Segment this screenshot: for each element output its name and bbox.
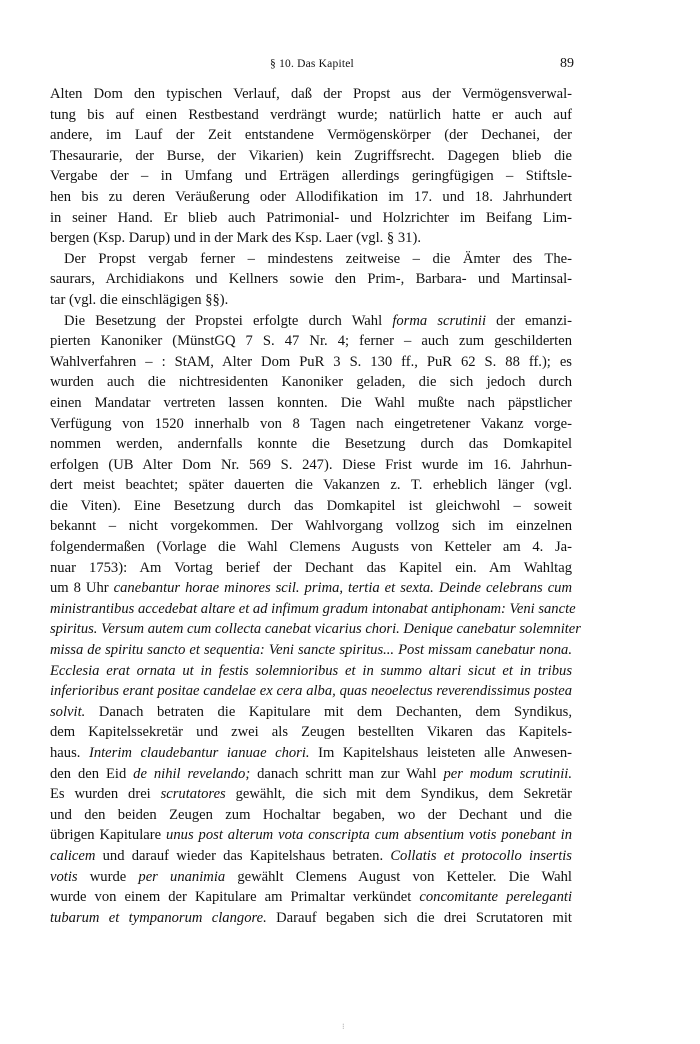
text-segment: Verfügung von 1520 innerhalb von 8 Tagen nach eingetretener Vakanz vorge- [50, 415, 572, 432]
text-line [50, 146, 572, 167]
text-segment: bekannt – nicht vorgekommen. Der Wahlvorgang vollzog sich im einzelnen [50, 518, 572, 535]
text-line [50, 578, 572, 599]
text-segment: in seiner Hand. Er blieb auch Patrimonial- und Holzrichter im Beifang Lim- [50, 209, 572, 226]
text-line [50, 393, 572, 414]
text-segment: dem Kapitelssekretär und zwei als Zeugen bestellten Vikaren das Kapitels- [50, 724, 572, 741]
text-segment: den den Eid [50, 765, 134, 782]
text-segment: Alten Dom den typischen Verlauf, daß der Propst aus der Vermögensverwal- [50, 86, 572, 102]
text-line [50, 599, 576, 620]
text-line [50, 372, 572, 393]
text-segment: die Viten). Eine Besetzung durch das Domkapitel ist gleichwohl – soweit [50, 497, 572, 514]
latin-quote-segment: Ecclesia erat ornata ut in festis solemnioribus et in summo altari sicut et in tribus [50, 662, 572, 679]
text-segment: tung bis auf einen Restbestand verdrängt wurde; natürlich hatte er auch auf [50, 106, 572, 123]
text-segment: erfolgen (UB Alter Dom Nr. 569 S. 247). Diese Frist wurde im 16. Jahrhun- [50, 456, 572, 473]
latin-quote-segment: Collatis et protocollo insertis [390, 847, 572, 864]
text-line [50, 743, 572, 764]
running-head [50, 56, 574, 78]
page-number: 89 [560, 56, 574, 71]
text-line [50, 805, 572, 826]
text-line [50, 166, 572, 187]
latin-quote-segment: per unanimia [138, 868, 226, 885]
latin-quote-segment: tubarum et tympanorum clangore. [50, 909, 267, 926]
latin-quote-segment: forma scrutinii [392, 312, 486, 329]
text-segment: Es wurden drei [50, 786, 161, 803]
text-line [50, 908, 572, 929]
text-segment: Thesaurarie, der Burse, der Vikarien) kein Zugriffsrecht. Dagegen blieb die [50, 147, 572, 164]
text-segment: Vergabe der – in Umfang und Erträgen allerdings geringfügigen – Stiftsle- [50, 168, 572, 185]
text-line [50, 208, 572, 229]
text-line [50, 537, 572, 558]
latin-quote-segment: de nihil revelando; [133, 765, 251, 782]
text-segment: danach schritt man zur Wahl [250, 765, 444, 782]
text-line [50, 105, 572, 126]
text-line [50, 681, 572, 702]
latin-quote-segment: scrutatores [160, 786, 226, 803]
text-segment: wurde [77, 868, 139, 885]
text-segment: der emanzi- [486, 312, 572, 329]
latin-quote-segment: canebantur horae minores scil. prima, tertia et sexta. Deinde celebrans cum [113, 580, 573, 597]
text-line [50, 516, 572, 537]
text-line [50, 414, 572, 435]
text-line [50, 331, 572, 352]
text-line [50, 867, 572, 888]
text-line [50, 352, 572, 373]
text-line [50, 496, 572, 517]
text-line [50, 125, 572, 146]
text-segment: einen Mandatar vertreten lassen konnten. Die Wahl mußte nach päpstlicher [50, 394, 572, 411]
text-segment: wurden auch die nichtresidenten Kanoniker geladen, die sich jedoch durch [50, 374, 572, 391]
text-line [50, 640, 572, 661]
text-segment: dert meist beachtet; später dauerten die Vakanzen z. T. erheblich länger (vgl. [50, 477, 572, 494]
text-segment: andere, im Lauf der Zeit entstandene Vermögenskörper (der Dechanei, der [50, 127, 572, 144]
text-segment: gewählt Clemens August von Ketteler. Die Wahl [225, 868, 572, 885]
text-line [50, 84, 572, 105]
text-segment: bergen (Ksp. Darup) und in der Mark des Ksp. Laer (vgl. § 31). [50, 230, 421, 247]
latin-quote-segment: votis [50, 868, 78, 885]
latin-quote-segment: unus post alterum vota conscripta cum absentium votis ponebant in [166, 827, 573, 844]
text-segment: gewählt, die sich mit dem Syndikus, dem Sekretär [225, 786, 572, 803]
latin-quote-segment: ministrantibus accedebat altare et ad infimum gradum intonabat antiphonam: Veni sancte [50, 600, 576, 617]
text-line [50, 269, 572, 290]
text-segment: um 8 Uhr [50, 580, 114, 597]
latin-quote-segment: inferioribus erant positae candelae ex cera alba, quas neoelectus reverendissimus postea [50, 683, 572, 700]
text-segment: haus. [50, 745, 89, 761]
latin-quote-segment: calicem [50, 847, 96, 864]
text-line [50, 311, 572, 332]
text-segment: Der Propst vergab ferner – mindestens zeitweise – die Ämter des The- [64, 250, 572, 267]
text-segment: Im Kapitelshaus leisteten alle Anwesen- [309, 745, 572, 761]
running-title: § 10. Das Kapitel [270, 58, 354, 70]
text-line [50, 661, 572, 682]
text-segment: hen bis zu deren Veräußerung oder Allodifikation im 17. und 18. Jahrhundert [50, 188, 572, 205]
text-segment: pierten Kanoniker (MünstGQ 7 S. 47 Nr. 4; ferner – auch zum geschilderten [50, 333, 572, 350]
text-line [50, 290, 572, 311]
latin-quote-segment: per modum scrutinii. [443, 765, 572, 782]
text-line [50, 784, 572, 805]
body-text [50, 84, 581, 928]
text-segment: wurde von einem der Kapitulare am Primaltar verkündet [50, 889, 420, 906]
latin-quote-segment: concomitante pereleganti [419, 889, 572, 906]
text-segment: nommen werden, andernfalls konnte die Besetzung durch das Domkapitel [50, 436, 572, 453]
text-line [50, 722, 572, 743]
text-segment: Darauf begaben sich die drei Scrutatoren mit [266, 909, 572, 926]
text-line [50, 702, 572, 723]
text-segment: tar (vgl. die einschlägigen §§). [50, 291, 229, 308]
text-line [50, 187, 572, 208]
text-line [50, 846, 572, 867]
text-line [50, 455, 572, 476]
text-segment: übrigen Kapitulare [50, 827, 167, 844]
text-segment: Danach betraten die Kapitulare mit dem Dechanten, dem Syndikus, [85, 703, 572, 720]
text-line [50, 434, 572, 455]
text-line [50, 764, 572, 785]
latin-quote-segment: spiritus. Versum autem cum collecta canebat vicarius chori. Denique canebatur solemniter [50, 621, 581, 638]
text-segment: und darauf wieder das Kapitelshaus betraten. [95, 847, 391, 864]
latin-quote-segment: solvit. [50, 703, 86, 720]
text-line [50, 249, 572, 270]
scan-artifact-mark: ⁝ [342, 1022, 345, 1031]
text-line [50, 228, 572, 249]
latin-quote-segment: missa de spiritu sancto et sequentia: Veni sancte spiritus... Post missam canebatur nona. [50, 642, 572, 659]
text-line [50, 887, 572, 908]
text-segment: nuar 1753): Am Vortag berief der Dechant das Kapitel ein. Am Wahltag [50, 559, 572, 576]
text-line [50, 475, 572, 496]
text-segment: und den beiden Zeugen zum Hochaltar begaben, wo der Dechant und die [50, 806, 572, 823]
text-line [50, 619, 581, 640]
text-line [50, 825, 572, 846]
latin-quote-segment: Interim claudebantur ianuae chori. [88, 745, 310, 761]
text-segment: folgendermaßen (Vorlage die Wahl Clemens Augusts von Ketteler am 4. Ja- [50, 539, 572, 556]
text-line [50, 558, 572, 579]
text-segment: Wahlverfahren – : StAM, Alter Dom PuR 3 S. 130 ff., PuR 62 S. 88 ff.); es [50, 353, 572, 370]
text-segment: Die Besetzung der Propstei erfolgte durch Wahl [64, 312, 393, 329]
text-segment: saurars, Archidiakons und Kellners sowie den Prim-, Barbara- und Martinsal- [50, 271, 572, 288]
